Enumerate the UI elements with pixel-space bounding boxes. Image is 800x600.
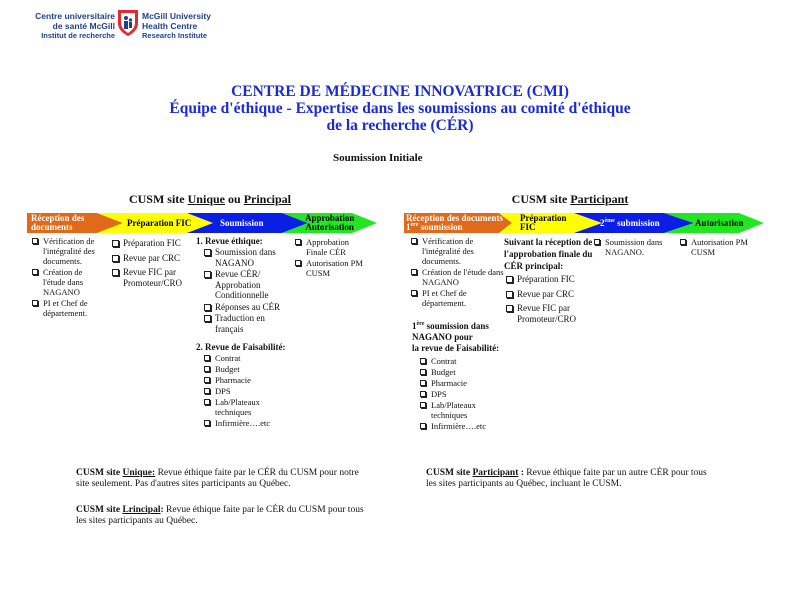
ordinal-sup: ème (604, 218, 615, 224)
item-text: Création de l'étude dans NAGANO (422, 267, 504, 287)
list-item (418, 389, 517, 399)
step-label: FIC (520, 222, 536, 232)
list-item (293, 237, 363, 257)
left-approbation-list (293, 237, 363, 279)
list-item (592, 237, 672, 257)
list-item (202, 353, 306, 363)
note-text: Revue éthique faite par un autre CÉR pour tous les sites participants au Québec, incluant le CUSM. (426, 468, 707, 489)
item-text: Revue CÉR/ Approbation Conditionnelle (215, 269, 269, 300)
step-label: Réception des documents (406, 213, 503, 223)
checkbox-icon (204, 399, 210, 405)
step-label: Préparation (520, 213, 567, 223)
step-reception-documents-1ere (406, 214, 503, 232)
page-title-line2: Équipe d'éthique - Expertise dans les soumissions au comité d'éthique (169, 100, 631, 117)
step-label: Approbation (305, 213, 355, 223)
checkbox-icon (295, 239, 301, 245)
step-preparation-fic (520, 214, 567, 232)
checkbox-icon (204, 355, 210, 361)
left-title-mid: ou (225, 192, 244, 206)
item-text: Pharmacie (431, 378, 467, 388)
checkbox-icon (204, 304, 211, 311)
item-text: Préparation FIC (123, 238, 181, 248)
list-item (504, 303, 594, 324)
step-label: Réception des (31, 213, 85, 223)
item-text: Lab/Plateaux techniques (215, 397, 260, 417)
item-text: Création de l'étude dans NAGANO (43, 267, 84, 297)
ordinal-sup: ère (416, 321, 425, 327)
left-column-title (100, 192, 320, 207)
right-faisabilite-list (412, 321, 517, 432)
list-item (202, 418, 306, 428)
shield-icon (117, 9, 139, 37)
checkbox-icon (204, 388, 210, 394)
logo-fr-line2: de santé McGill (52, 21, 115, 31)
item-text: Autorisation PM CUSM (306, 258, 363, 278)
item-text: PI et Chef de département. (422, 288, 467, 308)
list-item (110, 267, 190, 288)
right-reception-list (409, 236, 504, 309)
logo-fr-line3: Institut de recherche (41, 31, 115, 40)
item-text: Contrat (431, 356, 457, 366)
item-text: Soumission dans NAGANO. (605, 237, 663, 257)
revue-faisabilite-heading: 2. Revue de Faisabilité: (196, 342, 286, 352)
left-soumission-list (196, 236, 291, 335)
right-process-arrow (404, 213, 764, 233)
list-item (409, 236, 504, 266)
step-approbation-autorisation (305, 214, 354, 232)
item-text: Approbation Finale CÉR (306, 237, 349, 257)
checkbox-icon (204, 249, 211, 256)
checkbox-icon (204, 271, 211, 278)
list-item (409, 288, 489, 308)
checkbox-icon (594, 239, 600, 245)
step-text: soumission (418, 222, 463, 232)
faisabilite-heading (412, 321, 517, 343)
step-reception-documents (31, 214, 84, 232)
checkbox-icon (204, 366, 210, 372)
checkbox-icon (680, 239, 686, 245)
note-colon: : (160, 505, 164, 515)
checkbox-icon (112, 255, 119, 262)
item-text: Lab/Plateaux techniques (431, 400, 476, 420)
item-text: Revue FIC par Promoteur/CRO (517, 303, 577, 324)
ordinal: 1 (412, 321, 417, 331)
heading-text: la revue de Faisabilité: (412, 343, 500, 353)
list-item (202, 247, 291, 268)
note-label: CUSM site (426, 468, 473, 478)
left-title-unique: Unique (187, 192, 225, 206)
checkbox-icon (411, 238, 417, 244)
note-label: CUSM site (76, 505, 123, 515)
item-text: Contrat (215, 353, 241, 363)
step-label: Autorisation (305, 222, 354, 232)
item-text: PI et Chef de département. (43, 298, 88, 318)
right-title-prefix: CUSM site (511, 192, 571, 206)
list-item (202, 313, 291, 334)
logo-en-line1: McGill University (142, 11, 211, 21)
note-site-principal (76, 505, 366, 527)
list-item (418, 378, 517, 388)
item-text: Revue FIC par Promoteur/CRO (123, 267, 183, 288)
item-text: Soumission dans NAGANO (215, 247, 276, 268)
step-autorisation: Autorisation (695, 218, 744, 228)
checkbox-icon (411, 290, 417, 296)
left-title-prefix: CUSM site (128, 192, 188, 206)
checkbox-icon (204, 315, 211, 322)
checkbox-icon (506, 291, 513, 298)
list-item (30, 236, 105, 266)
list-item (110, 253, 190, 264)
item-text: DPS (215, 386, 231, 396)
list-item (202, 375, 306, 385)
section-title: Soumission Initiale (333, 152, 423, 164)
logo-fr-line1: Centre universitaire (35, 11, 115, 21)
heading-text: soumission dans NAGANO pour (412, 321, 489, 342)
list-item (504, 274, 594, 285)
list-item (504, 289, 594, 300)
item-text: Infirmière….etc (215, 418, 270, 428)
list-item (202, 269, 291, 301)
note-label-underlined: Participant (472, 468, 519, 478)
left-process-arrow (27, 213, 377, 233)
list-item (678, 237, 753, 257)
step-soumission: Soumission (220, 218, 264, 228)
note-label-underlined: Unique: (122, 468, 156, 478)
logo-english-text (142, 11, 242, 41)
right-autorisation-list (678, 237, 753, 258)
item-text: Pharmacie (215, 375, 251, 385)
item-text: Budget (431, 367, 456, 377)
item-text: DPS (431, 389, 447, 399)
logo-french-text (30, 11, 115, 41)
item-text: Vérification de l'intégralité des documents. (422, 236, 474, 266)
item-text: Autorisation PM CUSM (691, 237, 748, 257)
list-item (202, 386, 306, 396)
checkbox-icon (112, 240, 119, 247)
right-submission-list (592, 237, 672, 258)
checkbox-icon (420, 402, 426, 408)
list-item (418, 400, 488, 420)
revue-ethique-heading: 1. Revue éthique: (196, 236, 263, 246)
step-text: submission (614, 218, 660, 228)
checkbox-icon (32, 238, 38, 244)
checkbox-icon (420, 369, 426, 375)
left-reception-list (30, 236, 105, 319)
ordinal: 2 (600, 218, 605, 228)
right-column-title (470, 192, 670, 207)
checkbox-icon (506, 276, 513, 283)
note-text: Revue éthique faite par le CÉR du CUSM pour notre site seulement. Pas d'autres sites participants au Québec. (76, 468, 359, 489)
checkbox-icon (204, 420, 210, 426)
list-item (418, 356, 517, 366)
list-item (293, 258, 363, 278)
logo-en-line2: Health Centre (142, 21, 198, 31)
checkbox-icon (204, 377, 210, 383)
step-preparation-fic: Préparation FIC (127, 218, 192, 228)
note-text: Revue éthique faite par le CÉR du CUSM pour tous les sites participants au Québec. (76, 505, 364, 526)
right-preparation-list (504, 236, 594, 325)
note-site-unique (76, 468, 366, 490)
page-title-line1: CENTRE DE MÉDECINE INNOVATRICE (CMI) (231, 83, 569, 100)
ordinal-sup: ère (410, 222, 419, 228)
checkbox-icon (506, 305, 513, 312)
page-title-line3: de la recherche (CÉR) (326, 117, 474, 134)
right-title-participant: Participant (570, 192, 629, 206)
left-title-principal: Principal (243, 192, 292, 206)
item-text: Réponses au CÉR (215, 301, 280, 312)
item-text: Budget (215, 364, 240, 374)
list-item (30, 298, 105, 318)
checkbox-icon (32, 269, 38, 275)
step-label: documents (31, 222, 73, 232)
note-site-participant (426, 468, 716, 490)
list-item (202, 397, 277, 417)
checkbox-icon (112, 269, 119, 276)
list-item (418, 421, 517, 431)
note-colon: : (518, 468, 524, 478)
list-item (202, 302, 291, 313)
checkbox-icon (420, 380, 426, 386)
item-text: Vérification de l'intégralité des documents. (43, 236, 95, 266)
checkbox-icon (32, 300, 38, 306)
item-text: Infirmière….etc (431, 421, 486, 431)
step-2eme-submission (600, 219, 660, 228)
checkbox-icon (420, 423, 426, 429)
step-label (406, 223, 503, 232)
checkbox-icon (295, 260, 301, 266)
list-item (418, 367, 517, 377)
checkbox-icon (411, 269, 417, 275)
checkbox-icon (420, 358, 426, 364)
checkbox-icon (420, 391, 426, 397)
list-item (110, 238, 190, 249)
list-item (202, 364, 306, 374)
ordinal: 1 (406, 222, 411, 232)
left-faisabilite-list (196, 342, 306, 429)
suivant-heading: Suivant la réception de l'approbation finale du CÉR principal: (504, 237, 593, 271)
logo-en-line3: Research Institute (142, 31, 208, 40)
left-preparation-list (110, 238, 190, 289)
list-item (30, 267, 105, 297)
item-text: Revue par CRC (517, 288, 574, 299)
note-label-underlined: Lrincipal (122, 505, 161, 515)
item-text: Préparation FIC (517, 274, 575, 284)
note-label: CUSM site (76, 468, 123, 478)
item-text: Revue par CRC (123, 252, 180, 263)
item-text: Traduction en français (215, 313, 265, 334)
list-item (409, 267, 504, 287)
